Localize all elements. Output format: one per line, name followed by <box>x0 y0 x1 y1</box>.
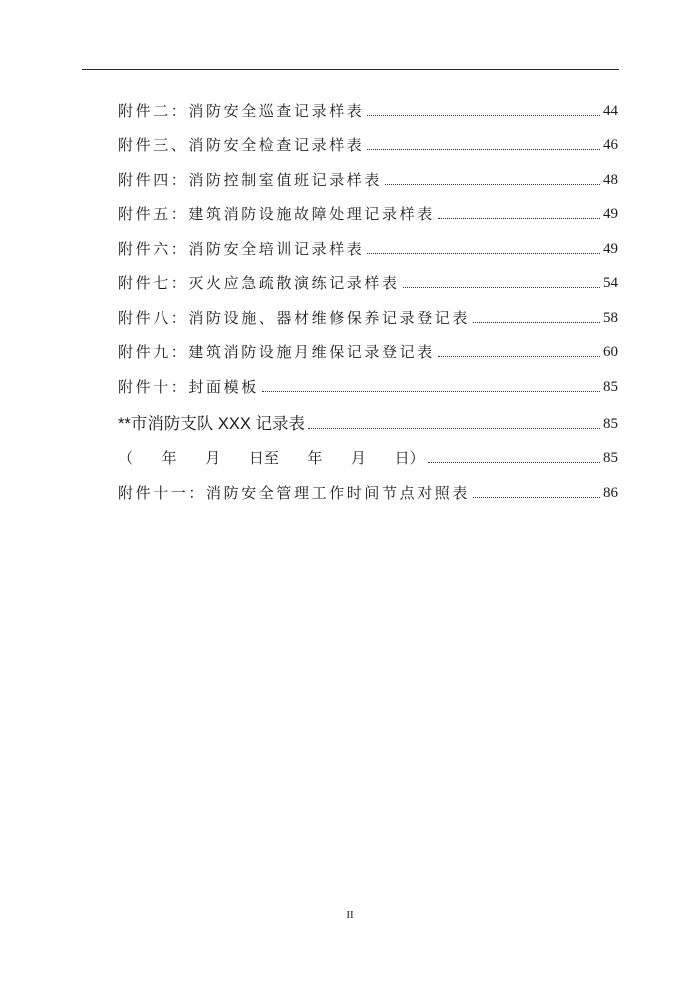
toc-entry-attachment-2[interactable] <box>118 86 618 121</box>
dot-leader <box>473 497 600 498</box>
table-of-contents <box>118 86 618 503</box>
toc-entry-attachment-3[interactable] <box>118 121 618 156</box>
dot-leader <box>438 218 600 219</box>
toc-entry-label: 附件六：消防安全培训记录样表 <box>118 239 365 258</box>
toc-entry-label: 附件三、消防安全检查记录样表 <box>118 136 365 154</box>
toc-entry-label: 附件十：封面模板 <box>118 377 259 396</box>
toc-entry-page: 49 <box>603 240 618 257</box>
toc-entry-page: 44 <box>603 102 618 119</box>
toc-entry-label: 附件七：灭火应急疏散演练记录样表 <box>118 274 400 292</box>
toc-entry-record-heading[interactable] <box>118 397 618 434</box>
toc-entry-date-range[interactable] <box>118 434 618 469</box>
toc-entry-page: 85 <box>603 450 618 466</box>
toc-entry-page: 58 <box>603 309 618 326</box>
toc-entry-page: 54 <box>603 275 618 291</box>
toc-entry-attachment-5[interactable] <box>118 190 618 225</box>
dot-leader <box>438 356 600 357</box>
dot-leader <box>473 322 600 323</box>
toc-entry-page: 85 <box>603 378 618 395</box>
header-rule <box>82 69 619 70</box>
toc-entry-attachment-10[interactable] <box>118 362 618 397</box>
toc-entry-label: 附件四：消防控制室值班记录样表 <box>118 170 383 189</box>
dot-leader <box>262 391 600 392</box>
dot-leader <box>367 115 600 116</box>
toc-entry-page: 46 <box>603 137 618 153</box>
toc-entry-label: 附件五：建筑消防设施故障处理记录样表 <box>118 205 435 223</box>
page-number: II <box>346 909 354 921</box>
dot-leader <box>367 253 600 254</box>
dot-leader <box>403 287 600 288</box>
toc-entry-page: 60 <box>603 344 618 360</box>
toc-entry-label: **市消防支队 XXX 记录表 <box>118 414 306 433</box>
toc-entry-label: 附件九：建筑消防设施月维保记录登记表 <box>118 343 435 361</box>
toc-entry-page: 49 <box>603 206 618 222</box>
toc-entry-label: 附件八：消防设施、器材维修保养记录登记表 <box>118 308 471 327</box>
toc-entry-attachment-11[interactable] <box>118 468 618 503</box>
toc-entry-label: 附件十一：消防安全管理工作时间节点对照表 <box>118 483 471 502</box>
dot-leader <box>367 149 600 150</box>
toc-entry-label: 附件二：消防安全巡查记录样表 <box>118 101 365 120</box>
toc-entry-label: （ 年 月 日至 年 月 日） <box>118 449 425 467</box>
toc-entry-page: 48 <box>603 171 618 188</box>
dot-leader <box>385 184 600 185</box>
toc-entry-attachment-4[interactable] <box>118 155 618 190</box>
dot-leader <box>308 428 600 429</box>
toc-entry-page: 86 <box>603 484 618 501</box>
toc-entry-attachment-7[interactable] <box>118 259 618 294</box>
dot-leader <box>428 462 600 463</box>
toc-entry-attachment-6[interactable] <box>118 224 618 259</box>
toc-entry-attachment-9[interactable] <box>118 328 618 363</box>
toc-entry-attachment-8[interactable] <box>118 293 618 328</box>
toc-entry-page: 85 <box>603 415 618 432</box>
